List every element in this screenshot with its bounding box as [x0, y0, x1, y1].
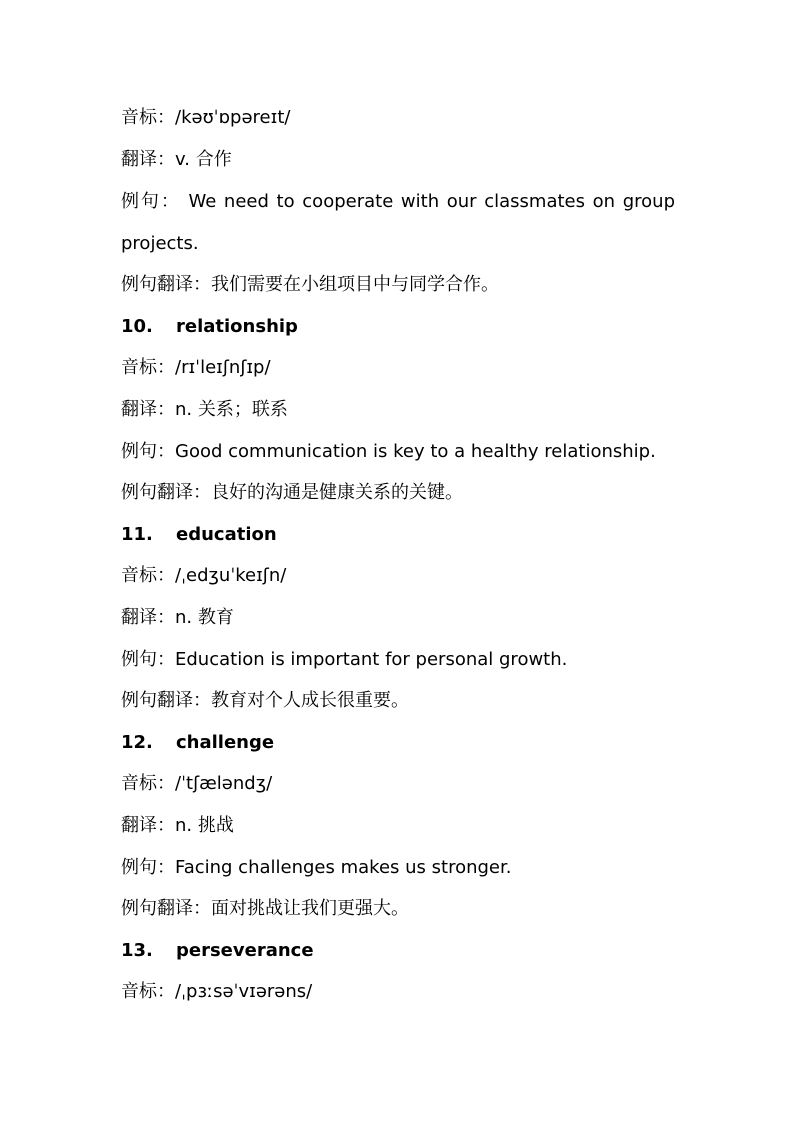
phonetic-value: /ˈtʃæləndʒ/: [175, 773, 273, 794]
example-translation-label: 例句翻译：: [121, 690, 211, 711]
entry-number: 13.: [121, 940, 153, 961]
example-label: 例句：: [121, 441, 175, 462]
translation-line: [121, 398, 681, 422]
translation-line: [121, 606, 681, 630]
phonetic-value: /kəʊˈɒpəreɪt/: [175, 107, 291, 128]
entry-number: 10.: [121, 316, 153, 337]
example-value-continued: projects.: [121, 233, 199, 254]
phonetic-line: [121, 980, 681, 1004]
entry-word: perseverance: [176, 940, 314, 961]
translation-value: v. 合作: [175, 149, 232, 170]
entry-word: relationship: [176, 316, 298, 337]
example-translation-label: 例句翻译：: [121, 274, 211, 295]
example-translation-label: 例句翻译：: [121, 898, 211, 919]
translation-value: n. 挑战: [175, 815, 234, 836]
example-label: 例句：: [121, 857, 175, 878]
entry-word: education: [176, 524, 277, 545]
phonetic-label: 音标：: [121, 565, 175, 586]
translation-label: 翻译：: [121, 815, 175, 836]
example-line: [121, 440, 681, 464]
phonetic-value: /ˌedʒuˈkeɪʃn/: [175, 565, 287, 586]
translation-label: 翻译：: [121, 399, 175, 420]
phonetic-label: 音标：: [121, 107, 175, 128]
entry-word: challenge: [176, 732, 275, 753]
phonetic-line: [121, 564, 681, 588]
example-label: 例句：: [121, 649, 175, 670]
phonetic-label: 音标：: [121, 981, 175, 1002]
example-translation-line: [121, 689, 681, 713]
example-label: 例句：: [121, 191, 181, 212]
entry-heading: [121, 939, 681, 963]
example-value: Good communication is key to a healthy relationship.: [175, 441, 656, 462]
entry-heading: [121, 315, 681, 339]
example-value: Facing challenges makes us stronger.: [175, 857, 512, 878]
phonetic-label: 音标：: [121, 357, 175, 378]
phonetic-line: [121, 356, 681, 380]
entry-heading: [121, 731, 681, 755]
example-translation-value: 面对挑战让我们更强大。: [211, 898, 409, 919]
example-translation-line: [121, 273, 681, 297]
translation-label: 翻译：: [121, 607, 175, 628]
phonetic-value: /ˌpɜːsəˈvɪərəns/: [175, 981, 313, 1002]
example-line: [121, 190, 675, 214]
example-translation-label: 例句翻译：: [121, 482, 211, 503]
phonetic-value: /rɪˈleɪʃnʃɪp/: [175, 357, 271, 378]
example-value: We need to cooperate with our classmates on group: [188, 191, 675, 212]
translation-value: n. 关系；联系: [175, 399, 288, 420]
example-translation-value: 良好的沟通是健康关系的关键。: [211, 482, 463, 503]
example-line: [121, 648, 681, 672]
translation-value: n. 教育: [175, 607, 234, 628]
example-translation-line: [121, 897, 681, 921]
example-translation-value: 我们需要在小组项目中与同学合作。: [211, 274, 499, 295]
phonetic-line: [121, 106, 681, 130]
entry-number: 12.: [121, 732, 153, 753]
translation-label: 翻译：: [121, 149, 175, 170]
example-continuation-line: [121, 232, 681, 256]
phonetic-line: [121, 772, 681, 796]
example-translation-line: [121, 481, 681, 505]
translation-line: [121, 814, 681, 838]
entry-heading: [121, 523, 681, 547]
entry-number: 11.: [121, 524, 153, 545]
translation-line: [121, 148, 681, 172]
phonetic-label: 音标：: [121, 773, 175, 794]
example-translation-value: 教育对个人成长很重要。: [211, 690, 409, 711]
example-value: Education is important for personal growth.: [175, 649, 568, 670]
example-line: [121, 856, 681, 880]
